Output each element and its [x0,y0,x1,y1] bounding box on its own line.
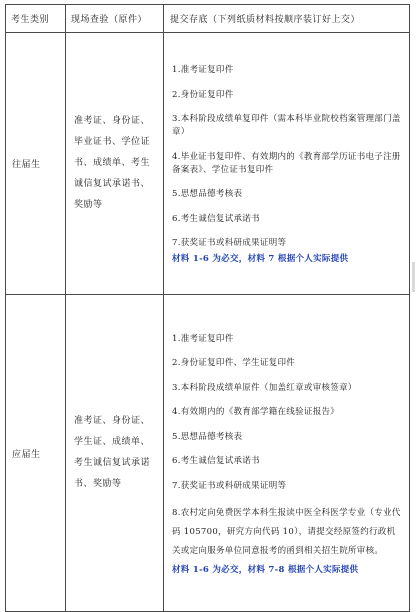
onsite-check-cell: 准考证、身份证、学生证、成绩单、考生诚信复试承诺书、奖励等 [66,295,164,612]
material-item: 7.获奖证书或科研成果证明等 [172,480,287,491]
table-row [6,295,410,612]
material-item: 4.有效期内的《教育部学籍在线验证报告》 [172,407,340,417]
material-item: 1.准考证复印件 [172,65,234,76]
category-cell: 往届生 [6,33,66,295]
material-item: 1.准考证复印件 [172,333,234,344]
material-item: 7.获奖证书或科研成果证明等 [172,238,287,249]
material-item: 2.身份证复印件、学生证复印件 [172,358,296,368]
material-item: 2.身份证复印件 [172,89,234,100]
submit-materials-cell [164,33,410,295]
onsite-check-cell: 准考证、身份证、毕业证书、学位证书、成绩单、考生诚信复试承诺书、奖励等 [66,33,164,295]
header-submit: 提交存底（下列纸质材料按顺序装订好上交） [164,5,410,33]
scroll-marker [412,262,415,292]
materials-table [5,4,410,612]
material-item: 4.毕业证书复印件、有效期内的《教育部学历证书电子注册备案表》、学位证书复印件 [172,151,401,175]
material-item: 6.考生诚信复试承诺书 [172,456,260,466]
table-row [6,33,410,295]
material-item: 3.本科阶段成绩单复印件（需本科毕业院校档案管理部门盖章） [172,114,401,138]
requirement-note: 材料 1-6 为必交，材料 7 根据个人实际提供 [172,253,349,264]
material-item: 5.思想品德考核表 [172,431,243,442]
table-header-row [6,5,410,33]
submit-materials-cell [164,295,410,612]
header-category: 考生类别 [6,5,66,33]
requirement-note: 材料 1-6 为必交，材料 7-8 根据个人实际提供 [172,564,359,575]
material-item: 8.农村定向免费医学本科生报读中医全科医学专业（专业代码 105700，研究方向代码 10），请提交经原签约行政机关或定向服务单位同意报考的函到相关招生院所审核。 [172,508,401,556]
category-cell: 应届生 [6,295,66,612]
material-item: 3.本科阶段成绩单原件（加盖红章或审核签章） [172,382,357,393]
material-item: 6.考生诚信复试承诺书 [172,213,260,224]
header-onsite-check: 现场查验（原件） [66,5,164,33]
material-item: 5.思想品德考核表 [172,189,243,200]
